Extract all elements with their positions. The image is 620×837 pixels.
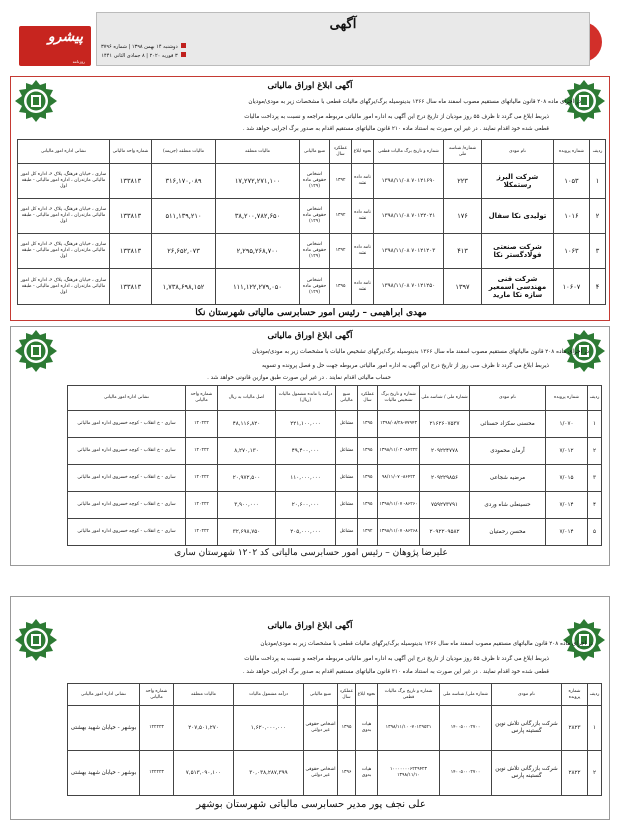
tax-table <box>67 683 602 796</box>
table-row: ۱ ۲۸۲۳ شرکت بازرگانی تلاش نوین گستینه پارس ۱۴۰۰۵۰۰۰۲۷۰۰ ۷۰۱۲۹۵۲۱- ۱۳۹۸/۱۱/۱۰ هیات بدوی ۱۳۹۵ اشخاص حقوقی غیر دولتی ۱,۶۲۰,۰۰۰,۰۰۰ ۲۰۷,۵۰۱,۲۷۰ ۱۲۲۲۲۳ بوشهر - خیابان شهید بهشتی <box>68 706 602 751</box>
table-row: ۱ ۱/۰۷۰ محسنی سکزاد حسنائی ۲۱۶۲۶۰۷۵۳۷ ۱۳۹۸/۰۸/۲۸-۷۷۹۴۳ ۱۳۹۵ مشاغل ۲۲۱,۱۰۰,۰۰۰ ۴۸,۱۱۶,۸۲۰ ۱۲۰۲۲۲ ساری - خ انقلاب - کوچه خسروی اداره امور مالیاتی <box>68 411 602 438</box>
notice-paragraph: در اجرای ماده ۲۰۸ قانون مالیاتهای مستقیم مصوب اسفند ماه سال ۱۳۶۶ بدینوسیله برگ/برگهای تشخیص مالیات با مشخصات زیر به مودی/مودیان <box>252 349 589 355</box>
bullet-icon <box>181 43 186 48</box>
newspaper-logo: پیشرو روزنامه <box>19 26 91 66</box>
header-band <box>96 12 590 66</box>
notice-paragraph: حساب مالیاتی اقدام نمایند . در غیر این صورت طبق موازین قانونی خواهد شد . <box>207 375 391 381</box>
table-row: ۳ ۱۰۶۳ شرکت صنعتی فولادگستر نکا ۴۱۳ ۷۰۱۲۱۲۰۳ ۱۳۹۸/۱۱/۰۸ نامه داده نشد ۱۳۹۲ اشخاص حقوقی ماده (۱۲۹) ۲,۲۹۵,۲۶۸,۷۰۰ ۲۶,۶۵۲,۰۷۳ ۱۳۳۸۱۳ ساری ، خیابان فرهنگ، پلاک ۶، اداره کل امور مالیاتی مازندران ، اداره امور مالیاتی - طبقه اول <box>18 234 606 269</box>
table-row: ۵ ۷/۰۱۴ محسن رحمتیان ۲۰۹۲۲۰۹۵۸۲ ۸۶۲۶۸- ۱۳۹۸/۱۱/۰۷ ۱۳۹۲ مشاغل ۲۰۵,۰۰۰,۰۰۰ ۳۲,۶۹۸,۷۵۰ ۱۲۰۲۲۲ ساری - خ انقلاب - کوچه خسروی اداره امور مالیاتی <box>68 519 602 546</box>
table-header-row: ردیف شماره پرونده نام مودی شماره/ شناسه ملی شماره و تاریخ برگ مالیات قطعی نحوه ابلاغ عملکرد سال منبع مالیاتی مالیات متعلقه مالیات متعلقه (جریمه) شماره واحد مالیاتی نشانی اداره امور مالیاتی <box>18 140 606 164</box>
tax-table <box>67 385 602 546</box>
tax-notice-1 <box>10 76 610 321</box>
table-header-row: ردیف شماره پرونده نام مودی شماره ملی / شناسه ملی شماره و تاریخ برگ تشخیص مالیات عملکرد سال منبع مالیاتی درآمد یا مانده مشمول مالیات (ریال) اصل مالیات به ریال شماره واحد مالیاتی نشانی اداره امور مالیاتی <box>68 386 602 411</box>
notice-title: آگهی ابلاغ اوراق مالیاتی <box>267 81 353 91</box>
issue-date: دوشنبه ۱۴ بهمن ۱۳۹۸ | شماره ۳۷۹۶ ۳ فوریه ۲۰۲۰ | ۸ جمادی الثانی ۱۴۴۱ <box>101 43 186 61</box>
bullet-icon <box>181 52 186 57</box>
tax-notice-2 <box>10 326 610 566</box>
notice-paragraph: قطعی شده خود اقدام نمایند . در غیر این صورت به استناد ماده ۲۱۰ قانون مالیاتهای مستقیم اقدام به صدور برگ اجرایی خواهد شد . <box>242 669 549 675</box>
notice-paragraph: ذیربط ابلاغ می گردد تا ظرف ۵۵ روز مودیان از تاریخ درج این آگهی به اداره امور مالیاتی مربوطه مراجعه و نسبت به پرداخت مالیات <box>244 656 549 662</box>
table-row: ۲ ۱۰۱۶ تولیدی نکا سفال ۱۷۶ ۷۰۱۲۲۰۲۱ ۱۳۹۸/۱۱/۰۸ نامه داده نشد ۱۳۹۲ اشخاص حقوقی ماده (۱۲۹) ۳۸,۲۰۰,۷۸۲,۶۵۰ ۵۱۱,۱۳۹,۲۱۰ ۱۳۳۸۱۳ ساری ، خیابان فرهنگ، پلاک ۶، اداره کل امور مالیاتی مازندران ، اداره امور مالیاتی - طبقه اول <box>18 199 606 234</box>
notice-paragraph: در اجرای ماده ۲۰۸ قانون مالیاتهای مستقیم مصوب اسفند ماه سال ۱۳۶۶ بدینوسیله برگ/برگهای مالیات قطعی با مشخصات زیر به مودی/مودیان <box>248 99 581 105</box>
notice-title: آگهی ابلاغ اوراق مالیاتی <box>267 331 353 341</box>
table-row: ۲ ۷/۰۱۲ آرمان محمودی ۲۰۹۲۲۴۷۷۸ ۸۴۲۲۲- ۱۳۹۸/۱۱/۰۳ ۱۳۹۵ مشاغل ۴۹,۴۰۰,۰۰۰ ۸,۲۷۰,۱۳۰ ۱۲۰۲۲۲ ساری - خ انقلاب - کوچه خسروی اداره امور مالیاتی <box>68 438 602 465</box>
table-header-row: ردیف شماره پرونده نام مودی شماره ملی/ شناسه ملی شماره و تاریخ برگ مالیات قطعی نحوه ابلاغ عملکرد سال منبع مالیاتی درآمد مشمول مالیات مالیات متعلقه شماره واحد مالیاتی نشانی اداره امور مالیاتی <box>68 684 602 706</box>
signature-line: علیرضا پژوهان – رئیس امور حسابرسی مالیاتی کد ۱۲۰۲ شهرستان ساری <box>174 548 448 558</box>
notice-paragraph: ذیربط ابلاغ می گردد تا ظرف ۵۵ روز مودیان از تاریخ درج این آگهی به اداره امور مالیاتی مربوطه مراجعه و نسبت به پرداخت مالیات <box>244 114 549 120</box>
table-row: ۲ ۲۸۲۲ شرکت بازرگانی تلاش نوین گستینه پارس ۱۴۰۰۵۰۰۰۲۷۰۰ ۱۰۰۰۰۰۰۰۶۲۲۹۴۲۳ ۱۳۹۸/۱۱/۱۰ هیات بدوی ۱۳۹۶ اشخاص حقوقی غیر دولتی ۳۰,۰۳۸,۲۸۷,۳۹۹ ۷,۵۱۳,۰۹۰,۱۰۰ ۱۲۲۲۲۳ بوشهر - خیابان شهید بهشتی <box>68 751 602 796</box>
table-row: ۴ ۷/۰۱۴ حسینعلی شاه وردی ۷۵۹۲۷۳۷۹۱ ۸۶۲۶۰- ۱۳۹۸/۱۱/۰۷ ۱۳۹۵ مشاغل ۲۰,۶۰۰,۰۰۰ ۳,۹۰۰,۰۰۰ ۱۲۰۲۲۲ ساری - خ انقلاب - کوچه خسروی اداره امور مالیاتی <box>68 492 602 519</box>
section-title: آگهی <box>329 17 357 32</box>
table-row: ۳ ۷/۰۱۵ مرضیه شجاعی ۲۰۹۲۲۹۸۵۶ ۸۶۴۲۲- ۹۸/۱۱/۰۷ ۱۳۹۵ مشاغل ۱۱۰,۰۰۰,۰۰۰ ۲۰,۹۷۲,۵۰۰ ۱۲۰۲۲۲ ساری - خ انقلاب - کوچه خسروی اداره امور مالیاتی <box>68 465 602 492</box>
signature-line: علی نجف پور مدیر حسابرسی مالیاتی شهرستان بوشهر <box>196 799 426 810</box>
notice-paragraph: در اجرای ماده ۲۰۸ قانون مالیاتهای مستقیم مصوب اسفند ماه سال ۱۳۶۶ بدینوسیله برگ/برگهای مالیات قطعی با مشخصات زیر به مودی/مودیان <box>260 641 593 647</box>
table-row: ۴ ۱۰۶۰۷ شرکت فنی مهندسی اسمعیر سازه نکا مارید ۱۳۹۷ ۷۰۱۲۱۲۵۰ ۱۳۹۸/۱۱/۰۸ نامه داده نشد ۱۳۹۵ اشخاص حقوقی ماده (۱۲۹) ۱۱۱,۱۲۲,۲۷۹,۰۵۰ ۱,۷۳۸,۶۹۸,۱۵۲ ۱۳۳۸۱۳ ساری ، خیابان فرهنگ، پلاک ۶، اداره کل امور مالیاتی مازندران ، اداره امور مالیاتی - طبقه اول <box>18 269 606 305</box>
signature-line: مهدی ابراهیمی – رئیس امور حسابرسی مالیاتی شهرستان نکا <box>195 308 427 318</box>
tax-notice-3 <box>10 596 610 820</box>
notice-paragraph: قطعی شده خود اقدام نمایند . در غیر این صورت به استناد ماده ۲۱۰ قانون مالیاتهای مستقیم اقدام به صدور برگ اجرایی خواهد شد . <box>242 126 549 132</box>
notice-paragraph: ذیربط ابلاغ می گردد تا ظرف سی روز از تاریخ درج این آگهی به اداره امور مالیاتی مربوطه جهت حل و فصل پرونده و تسویه <box>262 363 549 369</box>
page-header <box>0 0 620 72</box>
tax-table <box>17 139 606 305</box>
notice-title: آگهی ابلاغ اوراق مالیاتی <box>267 621 353 631</box>
table-row: ۱ ۱۰۵۳ شرکت البرز رستمکلا ۲۲۳ ۷۰۱۲۱۶۹۰ ۱۳۹۸/۱۱/۰۸ نامه داده نشد ۱۳۹۲ اشخاص حقوقی ماده (۱۲۹) ۱۷,۲۷۲,۲۷۱,۱۰۰ ۳۱۶,۱۷۰,۰۸۹ ۱۳۳۸۱۳ ساری ، خیابان فرهنگ، پلاک ۶، اداره کل امور مالیاتی مازندران ، اداره امور مالیاتی - طبقه اول <box>18 164 606 199</box>
